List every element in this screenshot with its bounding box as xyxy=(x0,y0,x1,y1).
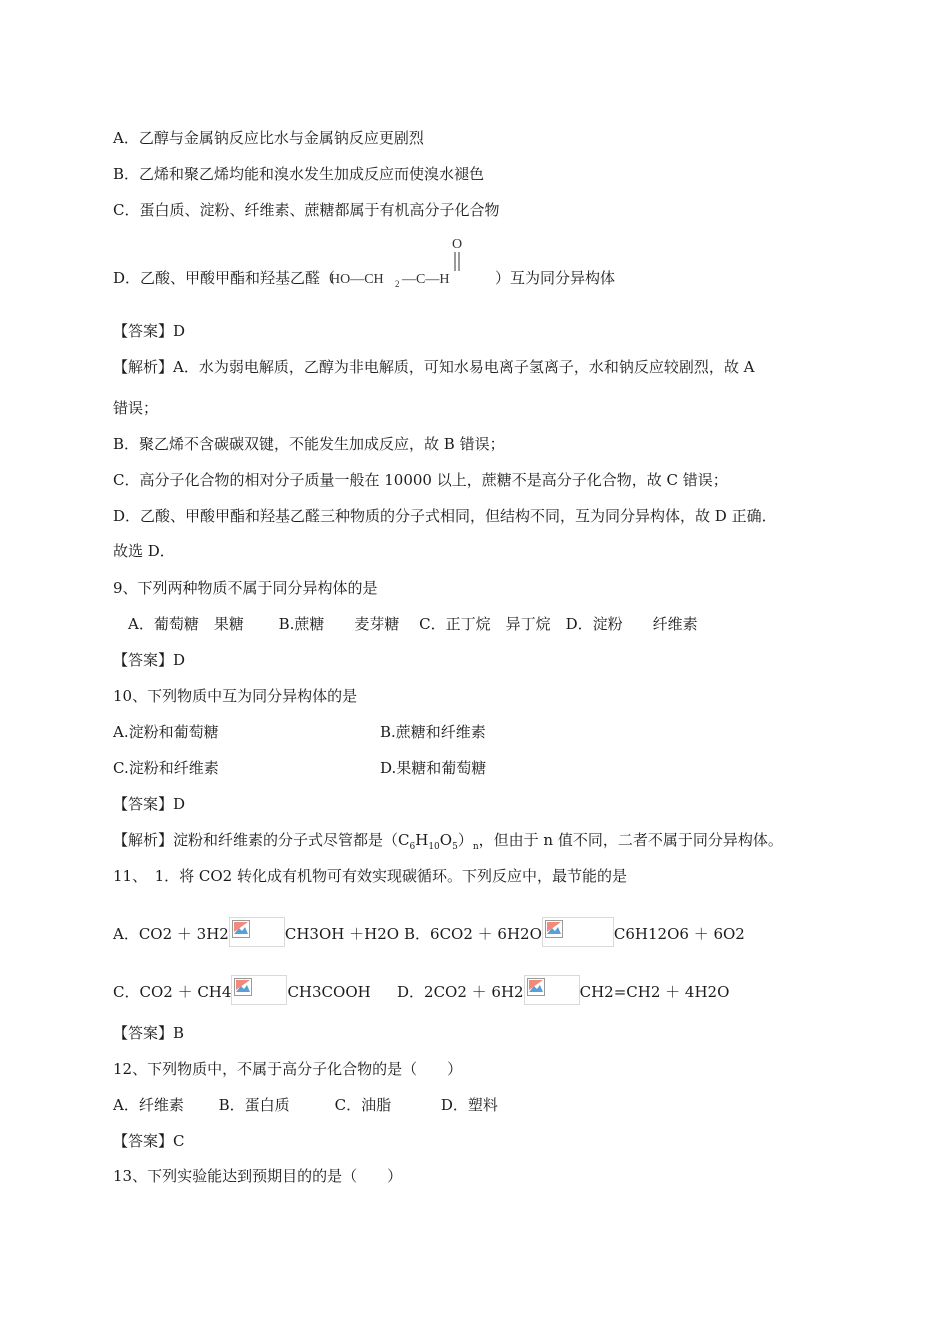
q9-stem: 9、下列两种物质不属于同分异构体的是 xyxy=(113,579,378,597)
q8-option-a: A．乙醇与金属钠反应比水与金属钠反应更剧烈 xyxy=(113,129,424,147)
q11-option-d xyxy=(397,975,729,1005)
q8-answer: 【答案】D xyxy=(113,322,186,340)
formula-n-sub: n xyxy=(472,842,479,852)
q10-option-b: B.蔗糖和纤维素 xyxy=(380,723,486,741)
broken-image-icon xyxy=(234,978,252,996)
q10-stem: 10、下列物质中互为同分异构体的是 xyxy=(113,687,358,705)
broken-image-icon xyxy=(527,978,545,996)
q11-d-reactants: D．2CO2 ＋ 6H2 xyxy=(397,983,524,1001)
formula-left: HO—CH xyxy=(330,272,384,287)
broken-image-icon xyxy=(232,920,250,938)
q11-d-products: CH2=CH2 ＋ 4H2O xyxy=(579,983,730,1001)
q8-analysis-2: B．聚乙烯不含碳碳双键，不能发生加成反应，故 B 错误； xyxy=(113,435,505,453)
q10-option-d: D.果糖和葡萄糖 xyxy=(380,759,487,777)
formula-oxygen: O xyxy=(452,237,463,252)
q8-analysis-1: 【解析】A．水为弱电解质，乙醇为非电解质，可知水易电离子氢离子，水和钠反应较剧烈，故 A xyxy=(113,358,755,376)
q11-answer: 【答案】B xyxy=(113,1024,185,1042)
q10-option-a: A.淀粉和葡萄糖 xyxy=(113,723,219,741)
q8-option-d-prefix: D．乙酸、甲酸甲酯和羟基乙醛（ xyxy=(113,269,336,287)
q11-b-products: C6H12O6 ＋ 6O2 xyxy=(613,925,745,943)
q11-b-reactants: B．6CO2 ＋ 6H2O xyxy=(404,925,542,943)
q11-a-reactants: A．CO2 ＋ 3H2 xyxy=(113,925,229,943)
hydroxyacetaldehyde-structure xyxy=(330,235,500,291)
formula-h-sub: 10 xyxy=(428,842,440,852)
q10-analysis xyxy=(113,830,783,857)
q9-options: A．葡萄糖 果糖 B.蔗糖 麦芽糖 C．正丁烷 异丁烷 D．淀粉 纤维素 xyxy=(128,615,698,633)
q12-stem: 12、下列物质中，不属于高分子化合物的是（ ） xyxy=(113,1060,463,1078)
q10-answer: 【答案】D xyxy=(113,795,186,813)
q8-option-b: B．乙烯和聚乙烯均能和溴水发生加成反应而使溴水褪色 xyxy=(113,165,485,183)
formula-sub: 2 xyxy=(395,279,400,289)
q11-option-b xyxy=(404,917,745,947)
formula-o: O xyxy=(439,831,453,849)
q11-c-reactants: C．CO2 ＋ CH4 xyxy=(113,983,232,1001)
q10-option-c: C.淀粉和纤维素 xyxy=(113,759,219,777)
formula-close: ） xyxy=(457,831,473,849)
reaction-arrow-image xyxy=(231,975,287,1005)
reaction-arrow-image xyxy=(542,917,614,947)
q9-answer: 【答案】D xyxy=(113,651,186,669)
q8-option-c: C．蛋白质、淀粉、纤维素、蔗糖都属于有机高分子化合物 xyxy=(113,201,500,219)
q12-answer: 【答案】C xyxy=(113,1132,185,1150)
formula-right: —C—H xyxy=(402,272,450,287)
q11-option-a xyxy=(113,917,399,947)
q8-analysis-1b: 错误； xyxy=(113,399,159,417)
q11-c-products: CH3COOH xyxy=(287,983,371,1001)
reaction-arrow-image xyxy=(229,917,285,947)
formula-c-sub: 6 xyxy=(409,842,416,852)
formula-h: H xyxy=(415,831,429,849)
q8-conclusion: 故选 D． xyxy=(113,542,175,560)
q11-a-products: CH3OH ＋H2O xyxy=(284,925,400,943)
q12-options: A．纤维素 B．蛋白质 C．油脂 D．塑料 xyxy=(113,1096,498,1114)
q10-analysis-prefix: 【解析】淀粉和纤维素的分子式尽管都是（C xyxy=(113,831,410,849)
q11-option-c xyxy=(113,975,371,1005)
q10-analysis-suffix: ，但由于 n 值不同，二者不属于同分异构体。 xyxy=(478,831,783,849)
q8-analysis-4: D．乙酸、甲酸甲酯和羟基乙醛三种物质的分子式相同，但结构不同，互为同分异构体，故 D 正确． xyxy=(113,507,777,525)
broken-image-icon xyxy=(545,920,563,938)
q8-option-d-suffix: ）互为同分异构体 xyxy=(495,269,616,287)
q11-stem: 11、 1．将 CO2 转化成有机物可有效实现碳循环。下列反应中，最节能的是 xyxy=(113,867,627,885)
formula-o-sub: 5 xyxy=(452,842,458,852)
q13-stem: 13、下列实验能达到预期目的的是（ ） xyxy=(113,1167,403,1185)
reaction-arrow-image xyxy=(524,975,580,1005)
q8-analysis-3: C．高分子化合物的相对分子质量一般在 10000 以上，蔗糖不是高分子化合物，故 C 错误； xyxy=(113,471,728,489)
